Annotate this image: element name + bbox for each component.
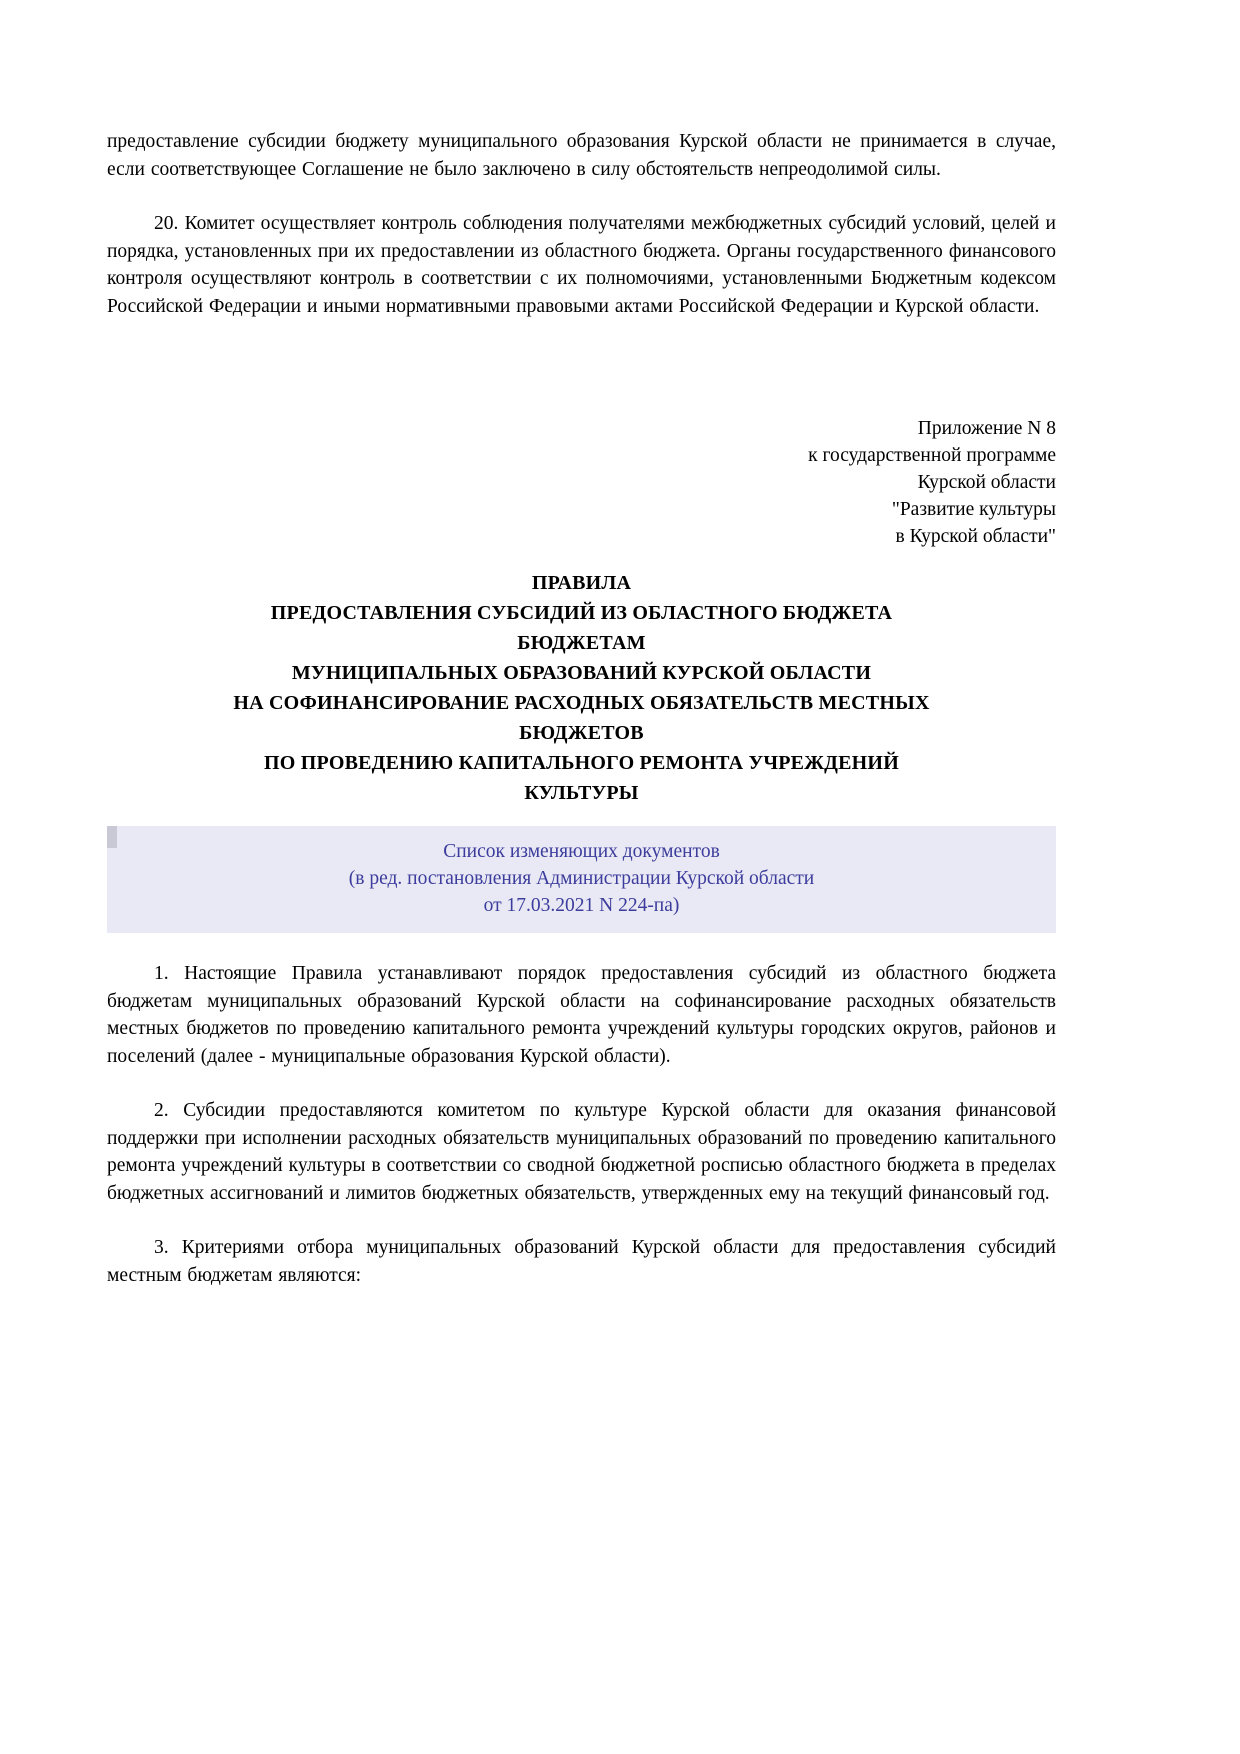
title-line: ПО ПРОВЕДЕНИЮ КАПИТАЛЬНОГО РЕМОНТА УЧРЕЖДЕНИЙ bbox=[264, 752, 899, 774]
title-line: БЮДЖЕТОВ bbox=[519, 722, 644, 744]
amendments-line: от 17.03.2021 N 224-па) bbox=[483, 895, 680, 916]
paragraph-20: 20. Комитет осуществляет контроль соблюдения получателями межбюджетных субсидий условий, целей и порядка, установленных при их предоставлении из областного бюджета. Органы государственного финансового контроля осуществляют контроль в соответствии с их полномочиями, установленными Бюджетным кодексом Российской Федерации и иными нормативными правовыми актами Российской Федерации и Курской области. bbox=[107, 213, 1056, 317]
paragraph-2: 2. Субсидии предоставляются комитетом по культуре Курской области для оказания финансовой поддержки при исполнении расходных обязательств муниципальных образований по проведению капитального ремонта учреждений культуры в соответствии со сводной бюджетной росписью областного бюджета в пределах бюджетных ассигнований и лимитов бюджетных обязательств, утвержденных ему на текущий финансовый год. bbox=[107, 1100, 1056, 1204]
paragraph-continuation: предоставление субсидии бюджету муниципального образования Курской области не принимается в случае, если соответствующее Соглашение не было заключено в силу обстоятельств непреодолимой силы. bbox=[107, 131, 1056, 180]
annex-line: "Развитие культуры bbox=[891, 499, 1056, 520]
annex-reference-block bbox=[107, 415, 1056, 550]
annex-line: к государственной программе bbox=[808, 445, 1056, 466]
title-line: НА СОФИНАНСИРОВАНИЕ РАСХОДНЫХ ОБЯЗАТЕЛЬСТВ МЕСТНЫХ bbox=[233, 692, 930, 714]
title-line: БЮДЖЕТАМ bbox=[517, 632, 646, 654]
annex-line: Курской области bbox=[917, 472, 1056, 493]
box-corner-marker bbox=[107, 826, 117, 848]
amendments-line: (в ред. постановления Администрации Курской области bbox=[348, 868, 815, 889]
title-line: ПРЕДОСТАВЛЕНИЯ СУБСИДИЙ ИЗ ОБЛАСТНОГО БЮДЖЕТА bbox=[270, 602, 893, 624]
title-line: ПРАВИЛА bbox=[531, 572, 632, 594]
document-title bbox=[107, 568, 1056, 808]
annex-line: в Курской области" bbox=[895, 526, 1056, 547]
amendments-line: Список изменяющих документов bbox=[443, 841, 720, 862]
title-line: КУЛЬТУРЫ bbox=[524, 782, 639, 804]
paragraph-1: 1. Настоящие Правила устанавливают порядок предоставления субсидий из областного бюджета бюджетам муниципальных образований Курской области на софинансирование расходных обязательств местных бюджетов по проведению капитального ремонта учреждений культуры городских округов, районов и поселений (далее - муниципальные образования Курской области). bbox=[107, 963, 1056, 1067]
annex-line: Приложение N 8 bbox=[917, 418, 1056, 439]
paragraph-3: 3. Критериями отбора муниципальных образований Курской области для предоставления субсидий местным бюджетам являются: bbox=[107, 1237, 1056, 1286]
amendments-box bbox=[107, 826, 1056, 933]
title-line: МУНИЦИПАЛЬНЫХ ОБРАЗОВАНИЙ КУРСКОЙ ОБЛАСТИ bbox=[291, 662, 872, 684]
